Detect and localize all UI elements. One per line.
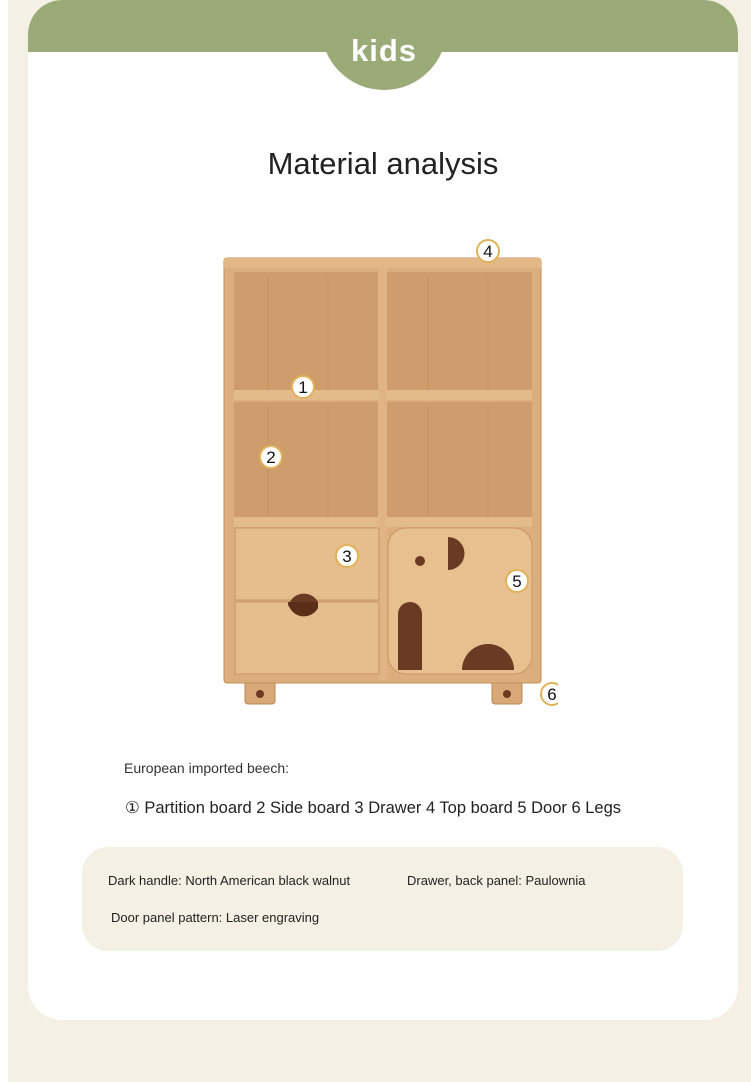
parts-caption: ① Partition board 2 Side board 3 Drawer 4 Top board 5 Door 6 Legs — [125, 799, 622, 817]
header-tab — [321, 20, 447, 90]
svg-text:1: 1 — [298, 378, 308, 397]
svg-text:3: 3 — [342, 547, 352, 566]
marker-5 — [506, 570, 528, 592]
marker-1 — [292, 376, 314, 398]
marker-3 — [336, 545, 358, 567]
shelf-right — [386, 390, 532, 400]
elephant-eye — [415, 556, 425, 566]
bookshelf-illustration — [218, 232, 558, 712]
elephant-trunk — [398, 602, 422, 670]
back-panel-ml — [234, 402, 380, 520]
back-panel-mr — [386, 402, 532, 520]
note-door-pattern: Door panel pattern: Laser engraving — [111, 910, 320, 925]
note-handle: Dark handle: North American black walnut — [108, 873, 351, 888]
header-tag: kids — [350, 33, 418, 68]
drawer-top — [235, 528, 379, 600]
marker-6 — [541, 683, 558, 705]
svg-text:4: 4 — [483, 242, 493, 261]
content-card — [28, 0, 738, 1020]
svg-text:6: 6 — [547, 685, 557, 704]
svg-text:5: 5 — [512, 572, 522, 591]
back-panel-tr — [386, 272, 532, 394]
note-drawer-panel: Drawer, back panel: Paulownia — [407, 873, 586, 888]
material-caption: European imported beech: — [124, 760, 289, 776]
notes-box — [82, 847, 683, 951]
marker-4 — [477, 240, 499, 262]
left-edge-strip — [0, 0, 8, 1082]
leg-right-dot — [503, 690, 511, 698]
svg-text:2: 2 — [266, 448, 276, 467]
shelf-lower-left — [234, 517, 379, 527]
shelf-lower-right — [386, 517, 532, 527]
page-title: Material analysis — [267, 146, 499, 181]
marker-2 — [260, 446, 282, 468]
leg-left-dot — [256, 690, 264, 698]
